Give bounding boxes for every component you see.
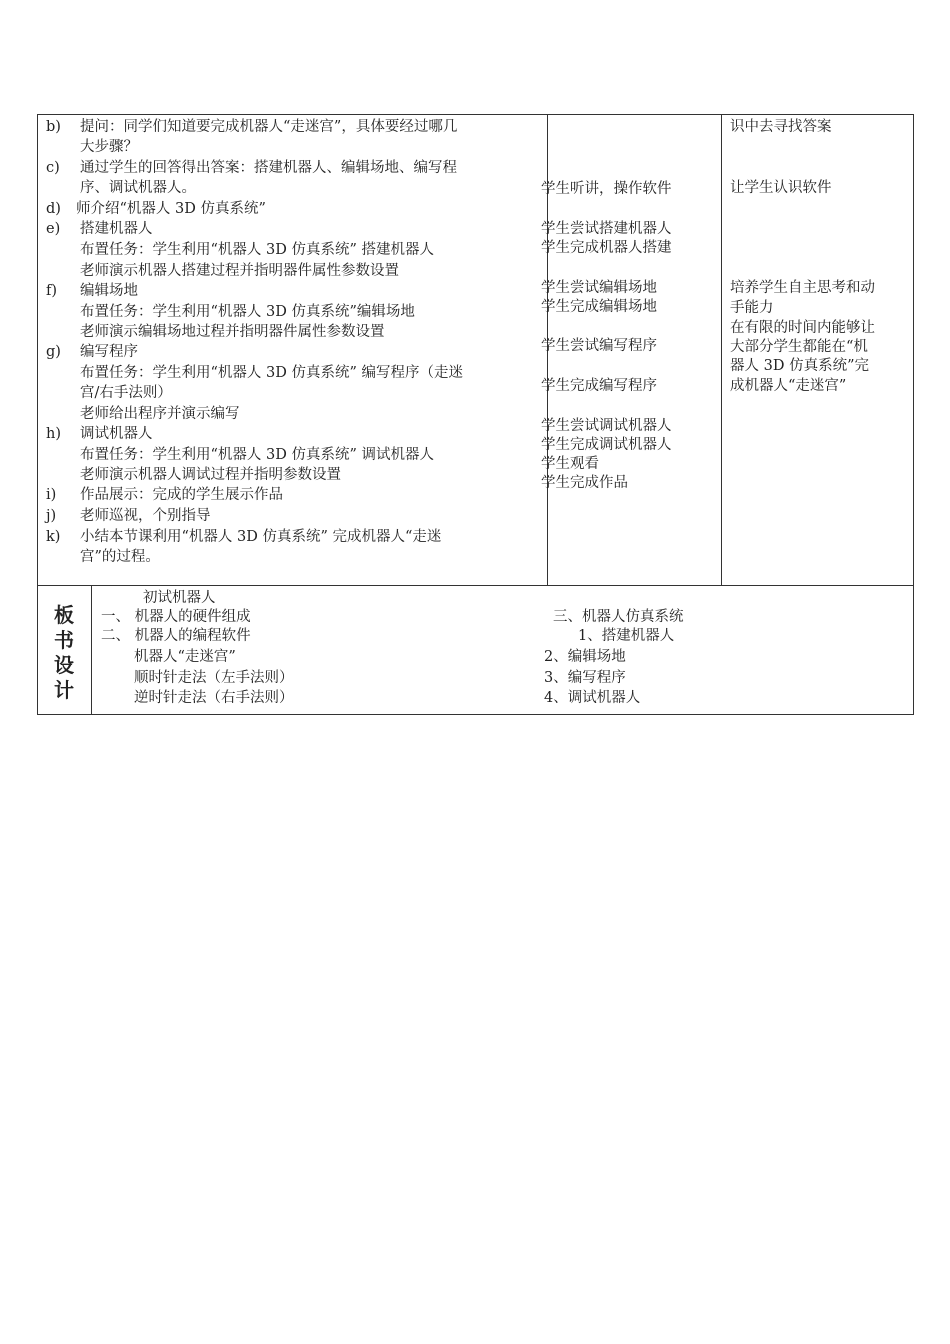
student-activity: 学生尝试调试机器人 xyxy=(541,418,672,434)
step-text: 序、调试机器人。 xyxy=(80,180,196,196)
design-intent: 大部分学生都能在“机 xyxy=(730,339,868,355)
step-text: 师介绍“机器人 3D 仿真系统” xyxy=(76,201,266,217)
step-marker: i) xyxy=(46,487,57,503)
step-text: 提问：同学们知道要完成机器人“走迷宫”，具体要经过哪几 xyxy=(80,119,458,135)
design-intent: 手能力 xyxy=(730,300,774,316)
step-text: 老师演示机器人搭建过程并指明器件属性参数设置 xyxy=(80,263,399,279)
student-activity: 学生尝试编辑场地 xyxy=(541,280,657,296)
step-text: 老师给出程序并演示编写 xyxy=(80,406,240,422)
step-text: 通过学生的回答得出答案：搭建机器人、编辑场地、编写程 xyxy=(80,160,457,176)
board-title: 初试机器人 xyxy=(143,590,216,606)
student-activity: 学生听讲，操作软件 xyxy=(541,181,672,197)
step-text: 宫”的过程。 xyxy=(80,549,160,565)
board-right-item: 2、编辑场地 xyxy=(544,649,626,665)
design-intent: 在有限的时间内能够让 xyxy=(730,320,875,336)
board-right-item: 4、调试机器人 xyxy=(544,690,641,706)
board-left-item: 机器人“走迷宫” xyxy=(134,649,236,665)
student-activity: 学生观看 xyxy=(541,456,599,472)
board-left-item: 二、 机器人的编程软件 xyxy=(101,628,251,644)
step-text: 调试机器人 xyxy=(80,426,153,442)
step-text: 作品展示：完成的学生展示作品 xyxy=(80,487,283,503)
lesson-plan-table xyxy=(37,114,914,715)
step-text: 布置任务：学生利用“机器人 3D 仿真系统” 编写程序（走迷 xyxy=(80,365,464,381)
column-divider xyxy=(91,585,92,715)
design-intent: 成机器人“走迷宫” xyxy=(730,378,847,394)
step-marker: j) xyxy=(46,508,57,524)
step-text: 老师演示机器人调试过程并指明参数设置 xyxy=(80,467,341,483)
board-right-item: 1、搭建机器人 xyxy=(578,628,675,644)
step-marker: g) xyxy=(46,344,61,360)
step-text: 老师巡视，个别指导 xyxy=(80,508,211,524)
step-text: 编写程序 xyxy=(80,344,138,360)
student-activity: 学生完成机器人搭建 xyxy=(541,240,672,256)
student-activity: 学生完成编写程序 xyxy=(541,378,657,394)
student-activity: 学生尝试搭建机器人 xyxy=(541,221,672,237)
board-left-item: 一、 机器人的硬件组成 xyxy=(101,609,251,625)
step-text: 搭建机器人 xyxy=(80,221,153,237)
step-marker: f) xyxy=(46,283,58,299)
board-left-item: 顺时针走法（左手法则） xyxy=(134,670,294,686)
step-text: 布置任务：学生利用“机器人 3D 仿真系统” 调试机器人 xyxy=(80,447,435,463)
step-text: 小结本节课利用“机器人 3D 仿真系统” 完成机器人“走迷 xyxy=(80,529,442,545)
student-activity: 学生完成编辑场地 xyxy=(541,299,657,315)
step-text: 老师演示编辑场地过程并指明器件属性参数设置 xyxy=(80,324,385,340)
column-divider xyxy=(721,115,722,585)
step-marker: d) xyxy=(46,201,61,217)
step-marker: h) xyxy=(46,426,61,442)
step-marker: b) xyxy=(46,119,61,135)
board-label-char: 计 xyxy=(54,678,74,702)
board-left-item: 逆时针走法（右手法则） xyxy=(134,690,294,706)
step-text: 大步骤？ xyxy=(80,139,138,155)
step-text: 布置任务：学生利用“机器人 3D 仿真系统”编辑场地 xyxy=(80,304,415,320)
step-text: 布置任务：学生利用“机器人 3D 仿真系统” 搭建机器人 xyxy=(80,242,435,258)
step-marker: k) xyxy=(46,529,61,545)
student-activity: 学生完成作品 xyxy=(541,475,628,491)
design-intent: 识中去寻找答案 xyxy=(730,119,832,135)
step-marker: c) xyxy=(46,160,60,176)
board-label-char: 设 xyxy=(54,653,74,677)
row-divider xyxy=(38,585,913,586)
design-intent: 器人 3D 仿真系统”完 xyxy=(730,358,869,374)
step-text: 宫/右手法则） xyxy=(80,385,172,401)
design-intent: 培养学生自主思考和动 xyxy=(730,280,875,296)
step-text: 编辑场地 xyxy=(80,283,138,299)
student-activity: 学生尝试编写程序 xyxy=(541,338,657,354)
step-marker: e) xyxy=(46,221,61,237)
design-intent: 让学生认识软件 xyxy=(730,180,832,196)
board-label-char: 书 xyxy=(54,628,74,652)
student-activity: 学生完成调试机器人 xyxy=(541,437,672,453)
board-right-item: 三、机器人仿真系统 xyxy=(553,609,684,625)
board-label-char: 板 xyxy=(54,603,74,627)
board-right-item: 3、编写程序 xyxy=(544,670,626,686)
